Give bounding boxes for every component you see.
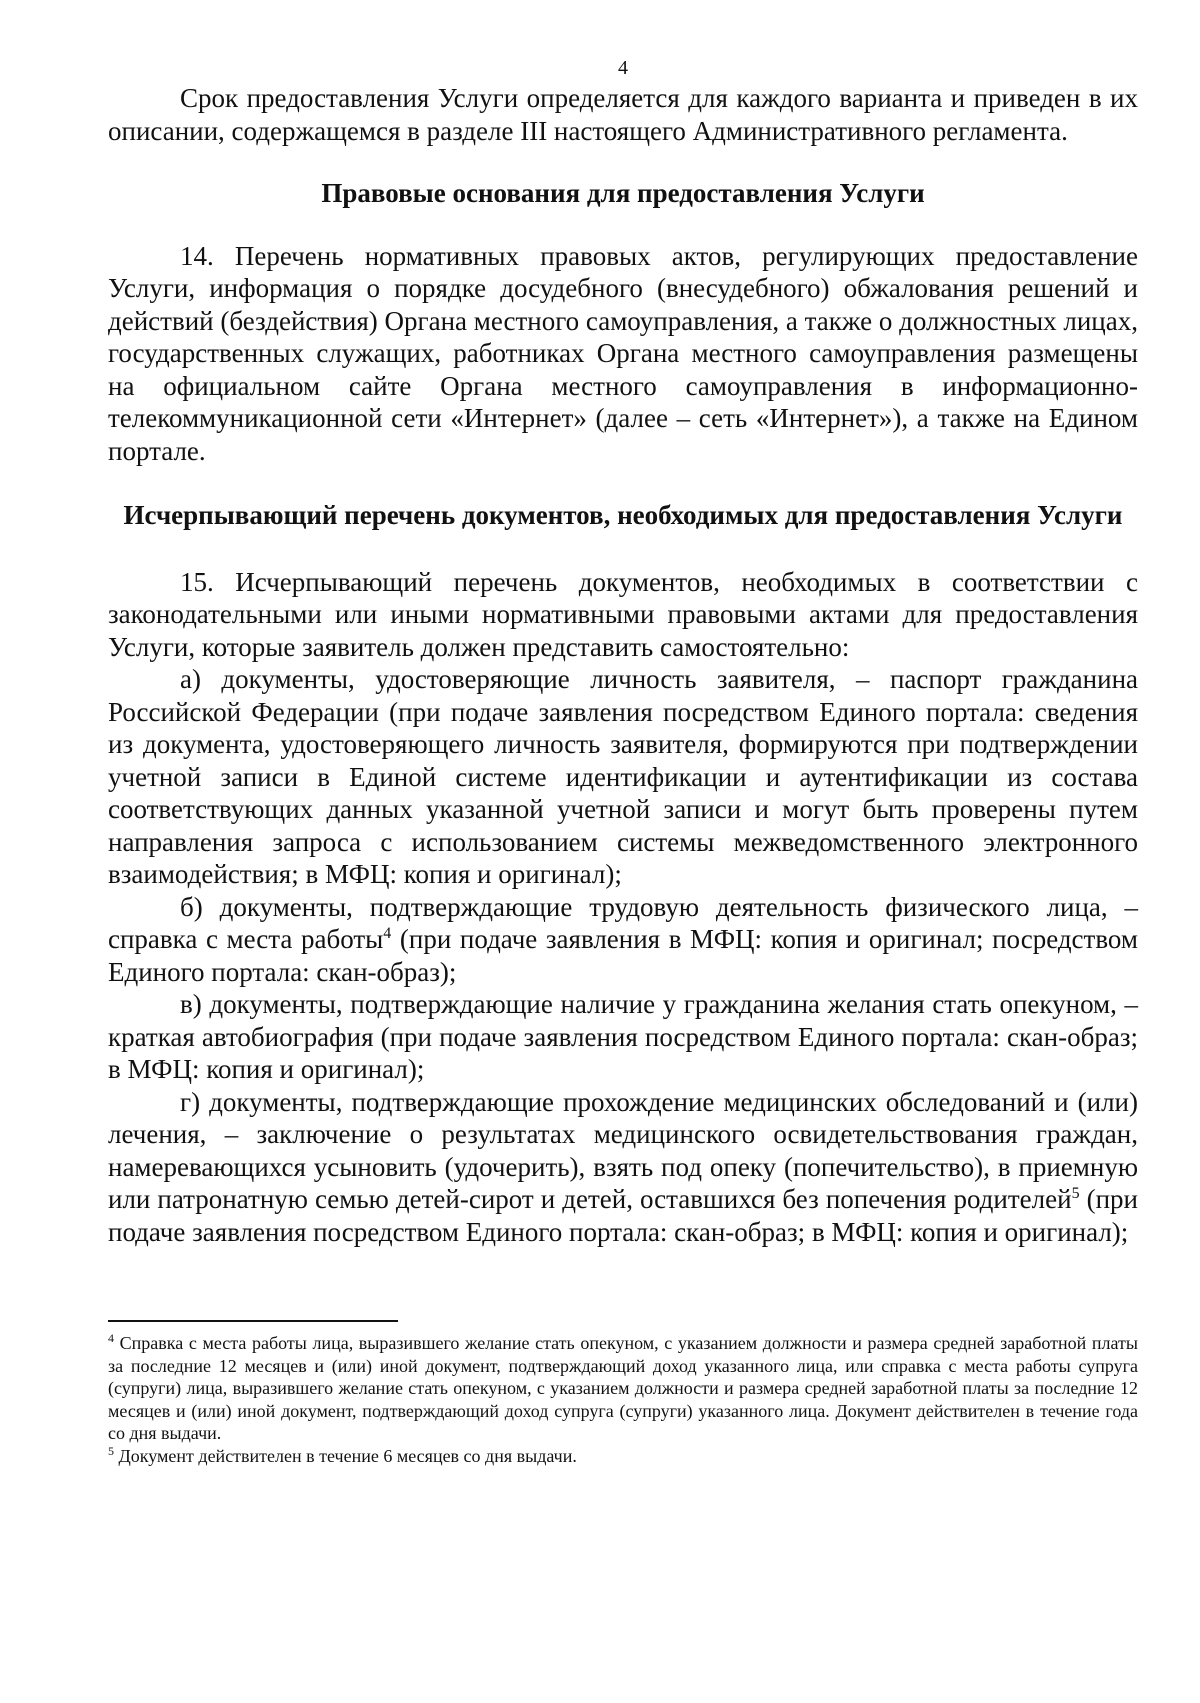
list-item-b-text: б) документы, подтверждающие трудовую деятельность физического лица, – справка с места работы — [108, 891, 1138, 954]
footnote-ref-5: 5 — [1071, 1185, 1080, 1202]
footnote-4-text: Справка с места работы лица, выразившего желание стать опекуном, с указанием должности и размера средней заработной платы за последние 12 месяцев и (или) иной документ, подтверждающий доход указанного лица, или справка с места работы супруга (супруги) лица, выразившего желание стать опекуном, с указанием должности и размера средней заработной платы за последние 12 месяцев и (или) иной документ, подтверждающий доход супруга (супруги) указанного лица. Документ действителен в течение года со дня выдачи. — [108, 1333, 1138, 1443]
list-item-a: а) документы, удостоверяющие личность заявителя, – паспорт гражданина Российской Федерации (при подаче заявления посредством Единого портала: сведения из документа, удостоверяющего личность заявителя, формируются при подтверждении учетной записи в Единой системе идентификации и аутентификации из состава соответствующих данных указанной учетной записи и могут быть проверены путем направления запроса с использованием системы межведомственного электронного взаимодействия; в МФЦ: копия и оригинал); — [108, 664, 1138, 889]
document-page — [108, 56, 1138, 1467]
section-title-documents: Исчерпывающий перечень документов, необходимых для предоставления Услуги — [123, 500, 1123, 530]
footnote-5 — [108, 1445, 1138, 1468]
list-item-v: в) документы, подтверждающие наличие у гражданина желания стать опекуном, – краткая автобиография (при подаче заявления посредством Единого портала: скан-образ; в МФЦ: копия и оригинал); — [108, 989, 1138, 1084]
intro-paragraph: Срок предоставления Услуги определяется для каждого варианта и приведен в их описании, содержащемся в разделе III настоящего Административного регламента. — [108, 83, 1138, 146]
footnote-mark-4: 4 — [108, 1331, 114, 1345]
section-title-legal-basis: Правовые основания для предоставления Услуги — [321, 178, 925, 208]
list-item-b — [108, 891, 1138, 989]
list-item-g-text-cont: (при подаче заявления посредством Единого портала: скан-образ; в МФЦ: копия и оригинал); — [108, 1184, 1138, 1247]
list-item-b-text-cont: (при подаче заявления в МФЦ: копия и оригинал; посредством Единого портала: скан-образ); — [108, 924, 1138, 987]
footnote-separator — [108, 1320, 398, 1322]
paragraph-15: 15. Исчерпывающий перечень документов, необходимых в соответствии с законодательными или иными нормативными правовыми актами для предоставления Услуги, которые заявитель должен представить самостоятельно: — [108, 566, 1138, 662]
footnote-ref-4: 4 — [383, 925, 392, 942]
footnote-5-text: Документ действителен в течение 6 месяцев со дня выдачи. — [114, 1445, 577, 1466]
list-item-g — [108, 1086, 1138, 1249]
footnote-4 — [108, 1332, 1138, 1445]
page-number: 4 — [618, 57, 628, 79]
footnote-mark-5: 5 — [108, 1443, 114, 1458]
list-item-g-text: г) документы, подтверждающие прохождение медицинских обследований и (или) лечения, – заключение о результатах медицинского освидетельствования граждан, намеревающихся усыновить (удочерить), взять под опеку (попечительство), в приемную или патронатную семью детей-сирот и детей, оставшихся без попечения родителей — [108, 1086, 1138, 1214]
paragraph-14: 14. Перечень нормативных правовых актов, регулирующих предоставление Услуги, информация о порядке досудебного (внесудебного) обжалования решений и действий (бездействия) Органа местного самоуправления, а также о должностных лицах, государственных служащих, работниках Органа местного самоуправления размещены на официальном сайте Органа местного самоуправления в информационно-телекоммуникационной сети «Интернет» (далее – сеть «Интернет»), а также на Едином портале. — [108, 240, 1138, 466]
